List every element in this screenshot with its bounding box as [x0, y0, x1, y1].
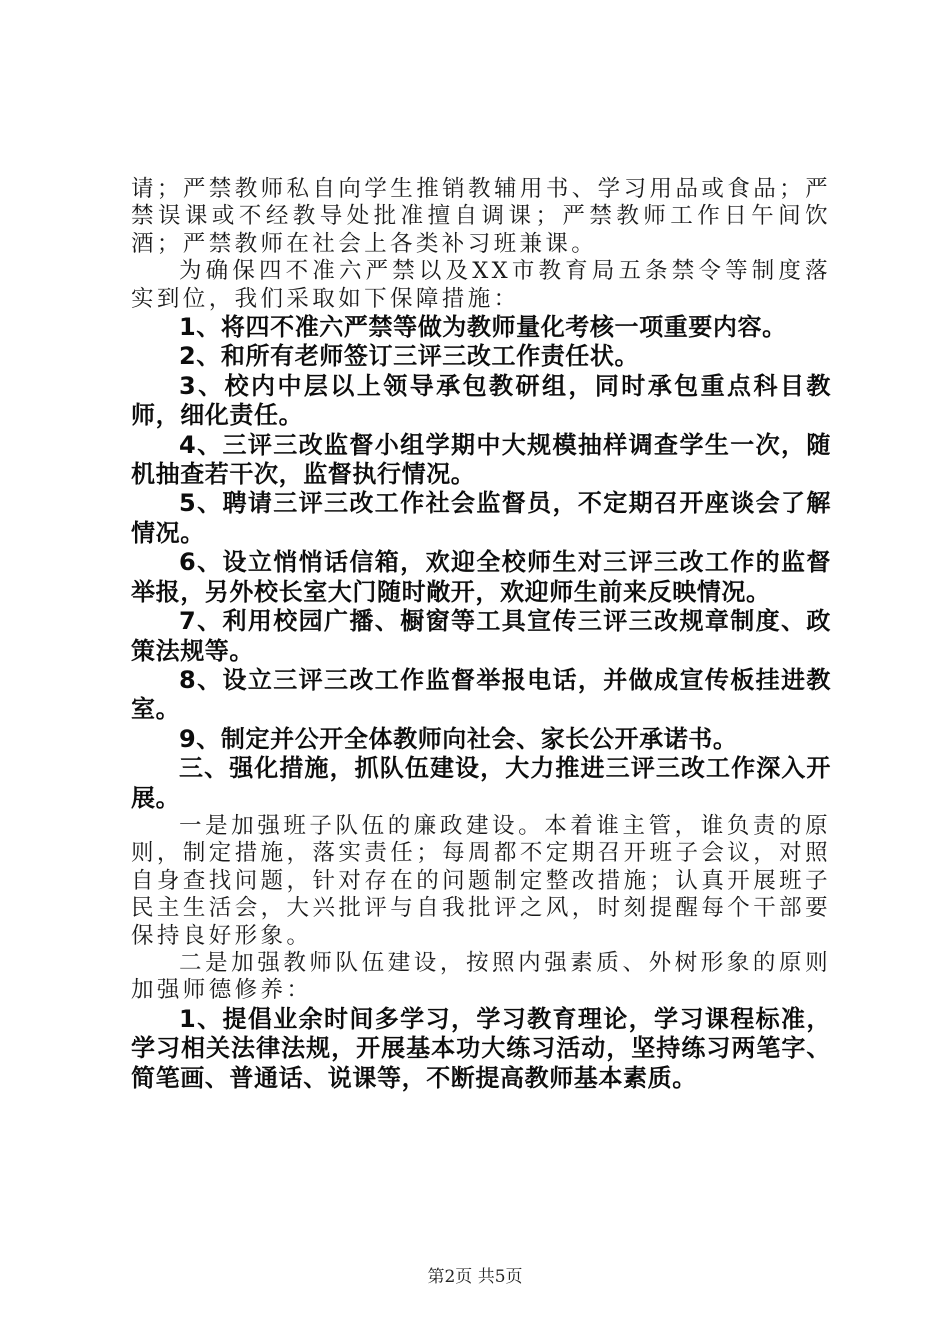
measure-item-4: 4、三评三改监督小组学期中大规模抽样调查学生一次，随机抽查若干次，监督执行情况。	[131, 430, 831, 489]
document-body	[131, 176, 831, 1093]
paragraph-leadership-building: 一是加强班子队伍的廉政建设。本着谁主管，谁负责的原则，制定措施，落实责任；每周都不定期召开班子会议，对照自身查找问题，针对存在的问题制定整改措施；认真开展班子民主生活会，大兴批评与自我批评之风，时刻提醒每个干部要保持良好形象。	[131, 812, 831, 949]
paragraph-prohibitions-continued: 请；严禁教师私自向学生推销教辅用书、学习用品或食品；严禁误课或不经教导处批准擅自调课；严禁教师工作日午间饮酒；严禁教师在社会上各类补习班兼课。	[131, 176, 831, 257]
section-heading-3: 三、强化措施，抓队伍建设，大力推进三评三改工作深入开展。	[131, 754, 831, 812]
measure-item-6: 6、设立悄悄话信箱，欢迎全校师生对三评三改工作的监督举报，另外校长室大门随时敞开，欢迎师生前来反映情况。	[131, 548, 831, 606]
page-number-footer: 第2页 共5页	[427, 1267, 523, 1287]
paragraph-safeguard-intro: 为确保四不准六严禁以及XX市教育局五条禁令等制度落实到位，我们采取如下保障措施：	[131, 258, 831, 312]
teacher-item-1: 1、提倡业余时间多学习，学习教育理论，学习课程标准，学习相关法律法规，开展基本功大练习活动，坚持练习两笔字、简笔画、普通话、说课等，不断提高教师基本素质。	[131, 1004, 831, 1092]
measure-item-9: 9、制定并公开全体教师向社会、家长公开承诺书。	[179, 724, 738, 753]
measure-item-3: 3、校内中层以上领导承包教研组，同时承包重点科目教师，细化责任。	[131, 371, 831, 430]
measure-item-8: 8、设立三评三改工作监督举报电话，并做成宣传板挂进教室。	[131, 665, 831, 724]
measure-item-7: 7、利用校园广播、橱窗等工具宣传三评三改规章制度、政策法规等。	[131, 607, 831, 665]
measure-item-2: 2、和所有老师签订三评三改工作责任状。	[179, 342, 640, 371]
paragraph-teacher-building: 二是加强教师队伍建设，按照内强素质、外树形象的原则加强师德修养：	[131, 949, 831, 1004]
measure-item-5: 5、聘请三评三改工作社会监督员，不定期召开座谈会了解情况。	[131, 489, 831, 547]
measure-item-1: 1、将四不准六严禁等做为教师量化考核一项重要内容。	[179, 313, 787, 342]
